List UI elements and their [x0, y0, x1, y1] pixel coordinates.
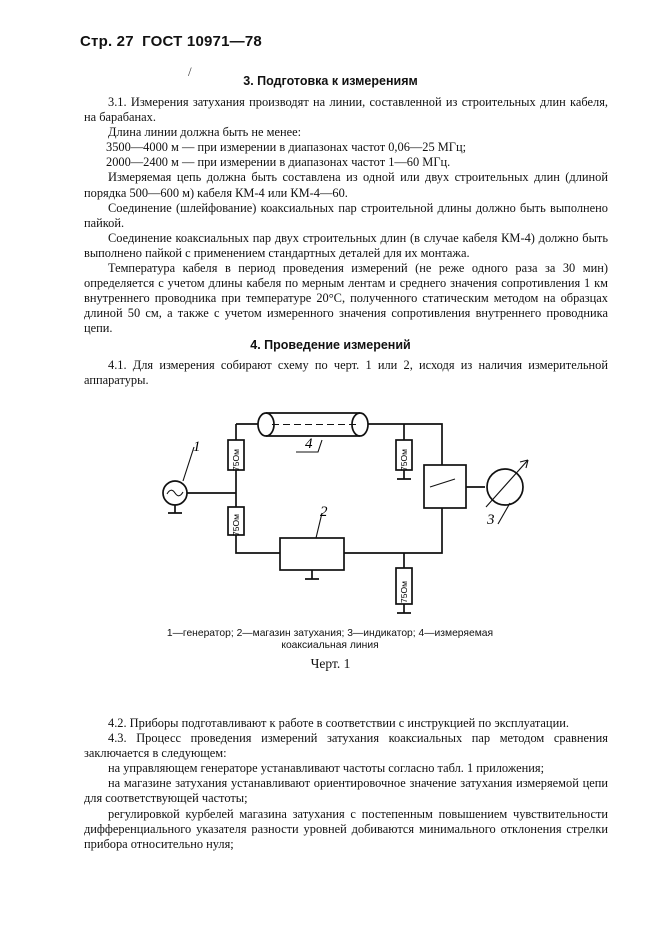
- svg-text:75Ом: 75Ом: [231, 514, 241, 536]
- paragraph-step-2: на магазине затухания устанавливают ориентировочное значение затухания измеряемой цепи для соответствующей частоты;: [84, 776, 608, 806]
- section-4-title: 4. Проведение измерений: [250, 338, 411, 352]
- label-3: 3: [487, 512, 495, 528]
- section-4-body: [84, 716, 608, 852]
- indicator-switch: [424, 465, 466, 508]
- paragraph-length-2: 2000—2400 м — при измерении в диапазонах частот 1—60 МГц.: [106, 155, 451, 170]
- paragraph-circuit: Измеряемая цепь должна быть составлена из одной или двух строительных длин (длиной порядка 500—600 м) кабеля КМ-4 или КМ-4—60.: [84, 170, 608, 200]
- label-2: 2: [320, 504, 328, 520]
- paragraph-length-1: 3500—4000 м — при измерении в диапазонах частот 0,06—25 МГц;: [106, 140, 467, 155]
- paragraph-4-1: 4.1. Для измерения собирают схему по черт. 1 или 2, исходя из наличия измерительной аппаратуры.: [84, 358, 608, 388]
- paragraph-splicing: Соединение (шлейфование) коаксиальных пар строительной длины должно быть выполнено пайкой.: [84, 200, 608, 230]
- page-number: Стр. 27: [80, 33, 134, 50]
- standard-number: ГОСТ 10971—78: [142, 33, 262, 50]
- resistor-4: [396, 568, 412, 613]
- svg-text:75Ом: 75Ом: [399, 449, 409, 471]
- paragraph-3-1: 3.1. Измерения затухания производят на линии, составленной из строительных длин кабеля, на барабанах.: [84, 95, 608, 125]
- paragraph-step-1: на управляющем генераторе устанавливают частоты согласно табл. 1 приложения;: [108, 761, 545, 776]
- indicator-meter: [486, 460, 528, 507]
- resistor-1: [228, 440, 244, 471]
- svg-text:75Ом: 75Ом: [399, 581, 409, 603]
- section-3-title: 3. Подготовка к измерениям: [243, 74, 418, 88]
- figure-title: Черт. 1: [310, 656, 351, 671]
- page-header: [80, 33, 262, 50]
- coaxial-line: [258, 413, 368, 436]
- figure-caption: 1—генератор; 2—магазин затухания; 3—индикатор; 4—измеряемая коаксиальная линия: [166, 628, 494, 651]
- label-1: 1: [193, 439, 201, 455]
- generator: [163, 481, 187, 513]
- section-4-intro: [84, 358, 608, 388]
- paragraph-4-2: 4.2. Приборы подготавливают к работе в соответствии с инструкцией по эксплуатации.: [108, 716, 569, 730]
- paragraph-4-3: 4.3. Процесс проведения измерений затухания коаксиальных пар методом сравнения заключается в следующем:: [84, 731, 608, 761]
- resistor-2: [228, 507, 244, 536]
- circuit-diagram: [0, 395, 661, 620]
- resistor-3: [396, 440, 412, 479]
- paragraph-length-intro: Длина линии должна быть не менее:: [108, 125, 302, 140]
- paragraph-joining: Соединение коаксиальных пар двух строительных длин (в случае кабеля КМ-4) должно быть выполнено пайкой с применением стандартных деталей для их монтажа.: [84, 230, 608, 260]
- svg-text:75Ом: 75Ом: [231, 449, 241, 471]
- stray-mark: /: [188, 64, 192, 79]
- section-3-body: [84, 95, 608, 337]
- wires: [187, 424, 485, 568]
- label-4: 4: [305, 436, 313, 452]
- attenuator-box: [280, 538, 344, 579]
- paragraph-step-3: регулировкой курбелей магазина затухания с постепенным повышением чувствительности дифференциального указателя разности уровней добиваются минимального отклонения стрелки прибора относительно нуля;: [84, 806, 608, 851]
- paragraph-temperature: Температура кабеля в период проведения измерений (не реже одного раза за 30 мин) определяется с учетом длины кабеля по мерным лентам и среднего значения сопротивления 1 км внутреннего проводника при температуре 20°С, полученного статическим методом на образцах длиной 50 см, а также с учетом измеренного значения сопротивления внутреннего проводника цепи.: [84, 261, 608, 336]
